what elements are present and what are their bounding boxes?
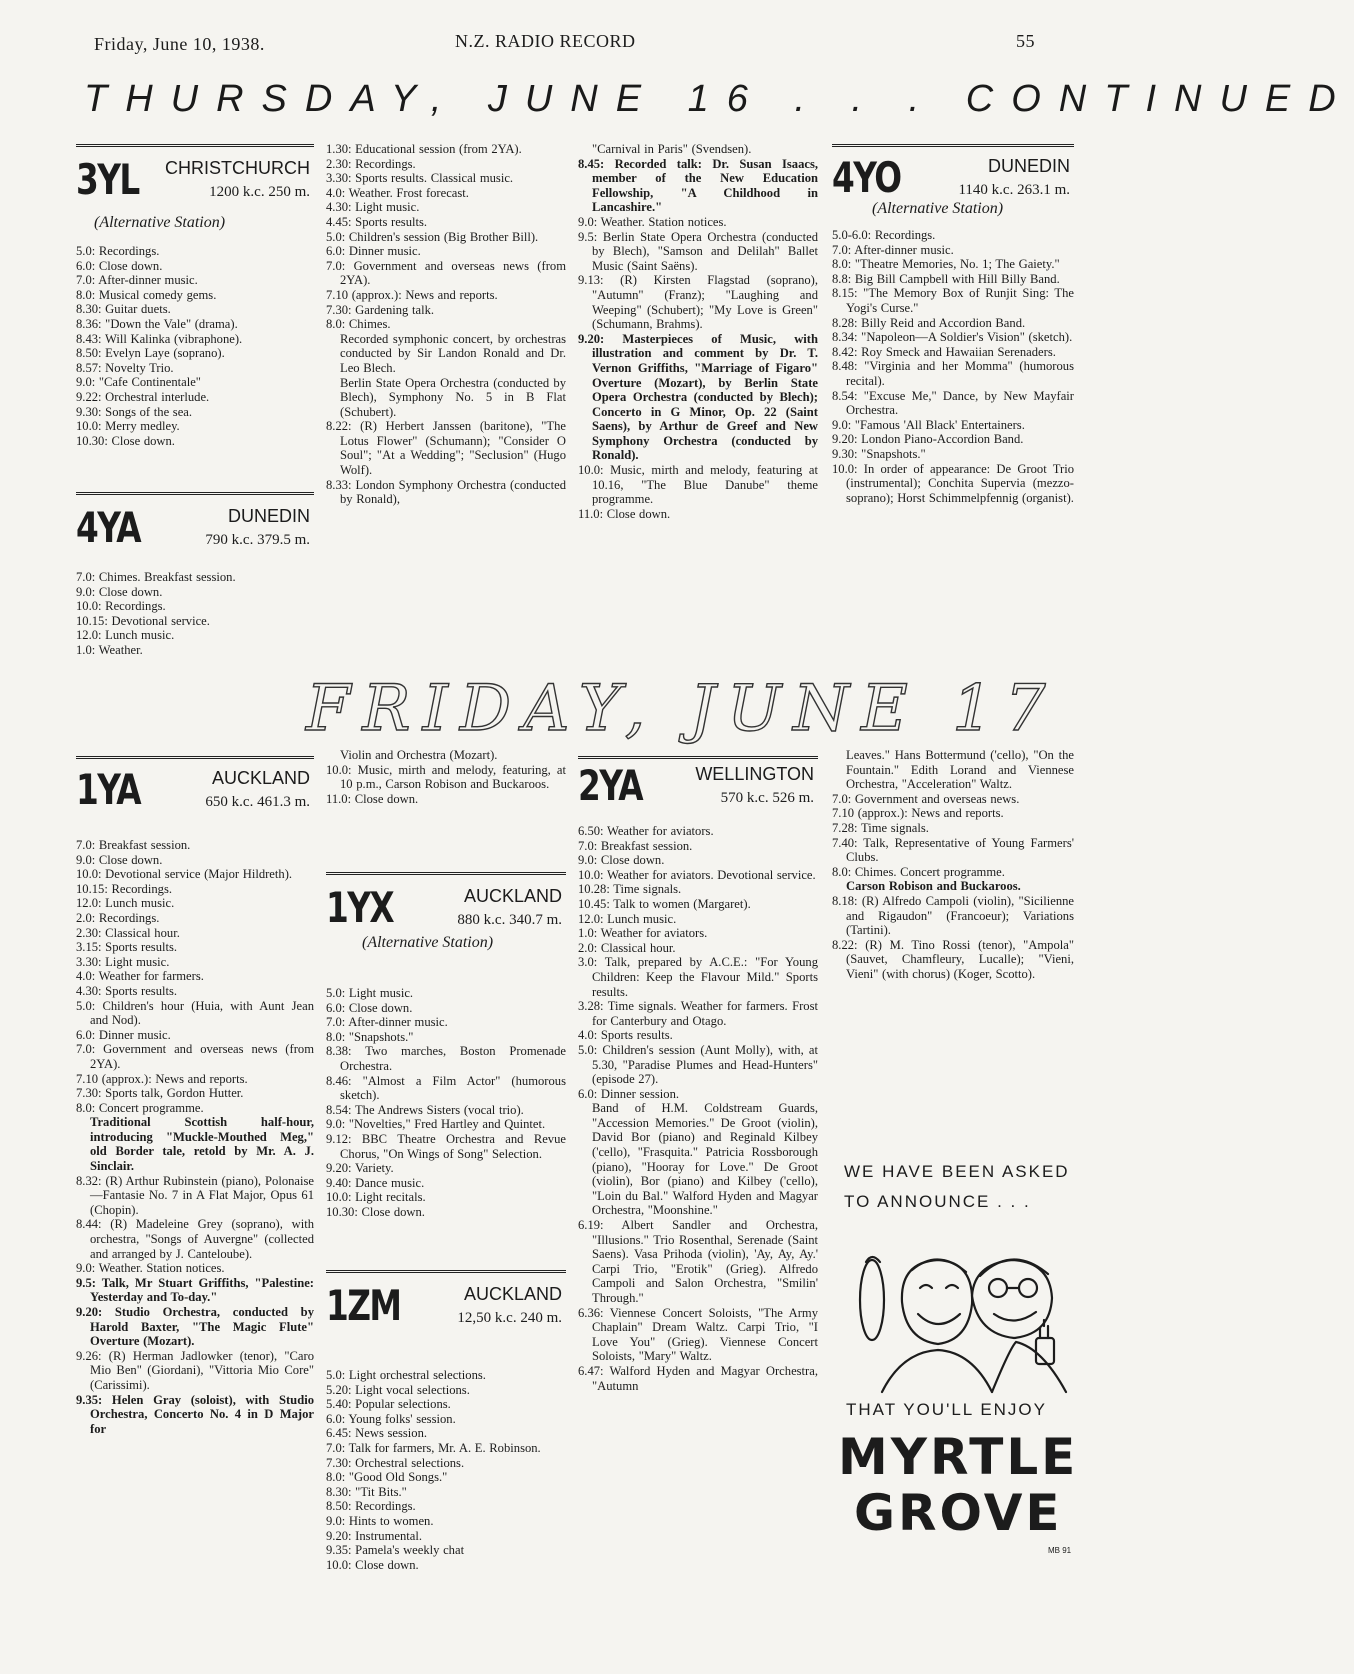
program-list bbox=[76, 838, 314, 1664]
program-entry: 5.20: Light vocal selections. bbox=[326, 1382, 470, 1397]
section-rule bbox=[326, 872, 566, 875]
station-city: CHRISTCHURCH bbox=[165, 158, 310, 178]
station-block-3yl bbox=[76, 155, 314, 231]
program-entry: 9.35: Pamela's weekly chat bbox=[326, 1543, 465, 1558]
program-entry: 5.0: Recordings. bbox=[76, 244, 160, 258]
program-entry: 9.0: Close down. bbox=[76, 852, 163, 867]
program-entry: 7.28: Time signals. bbox=[832, 820, 929, 835]
program-entry: 8.28: Billy Reid and Accordion Band. bbox=[832, 315, 1026, 330]
program-entry: 5.0: Children's hour (Huia, with Aunt Jean and Nod). bbox=[76, 998, 314, 1028]
program-entry: 2.0: Recordings. bbox=[76, 910, 160, 925]
program-entry: 1.30: Educational session (from 2YA). bbox=[326, 142, 522, 156]
program-entry: 10.0: Light recitals. bbox=[326, 1190, 426, 1205]
station-call-sign: 4YO bbox=[832, 153, 901, 202]
program-entry: 8.0: "Good Old Songs." bbox=[326, 1470, 448, 1485]
program-entry: Carson Robison and Buckaroos. bbox=[846, 879, 1021, 894]
station-block-1ya bbox=[76, 766, 314, 828]
program-entry: 8.0: Concert programme. bbox=[76, 1100, 204, 1115]
program-entry: 4.0: Weather for farmers. bbox=[76, 969, 204, 984]
program-entry: 9.35: Helen Gray (soloist), with Studio Orchestra, Concerto No. 4 in D Major for bbox=[76, 1392, 314, 1436]
station-block-4ya bbox=[76, 504, 314, 566]
smiling-men-illustration bbox=[842, 1222, 1072, 1392]
program-entry: 6.0: Close down. bbox=[326, 1000, 413, 1015]
program-entry: 7.0: Government and overseas news (from 2YA). bbox=[76, 1042, 314, 1071]
program-entry: 8.48: "Virginia and her Momma" (humorous recital). bbox=[832, 359, 1074, 388]
station-call-sign: 3YL bbox=[76, 155, 139, 204]
program-entry: 9.0: Hints to women. bbox=[326, 1513, 434, 1528]
program-entry: 9.0: "Cafe Continentale" bbox=[76, 375, 201, 390]
program-entry: 6.0: Close down. bbox=[76, 258, 163, 273]
program-entry: 10.0: Weather for aviators. Devotional service. bbox=[578, 867, 816, 882]
program-entry: 2.30: Recordings. bbox=[326, 156, 416, 171]
program-entry: 10.30: Close down. bbox=[326, 1204, 425, 1219]
program-entry: 7.0: After-dinner music. bbox=[832, 242, 954, 257]
program-entry: 9.5: Berlin State Opera Orchestra (conducted by Blech), "Samson and Delilah" Ballet Music (Saint Saëns). bbox=[578, 229, 818, 273]
program-entry: 3.15: Sports results. bbox=[76, 940, 178, 955]
ad-headline-2: TO ANNOUNCE . . . bbox=[844, 1192, 1031, 1211]
program-entry: 11.0: Close down. bbox=[578, 506, 671, 521]
program-entry: 10.30: Close down. bbox=[76, 433, 175, 448]
program-entry: 9.13: (R) Kirsten Flagstad (soprano), "Autumn" (Franz); "Laughing and Weeping" (Schubert); "My Love is Green" (Schumann, Brahms). bbox=[578, 273, 818, 332]
program-entry: 8.0: Musical comedy gems. bbox=[76, 287, 217, 302]
section-rule bbox=[76, 144, 314, 147]
program-entry: 8.18: (R) Alfredo Campoli (violin), "Sicilienne and Rigaudon" (Francoeur); Variations (Tartini). bbox=[832, 893, 1074, 938]
program-list bbox=[578, 142, 818, 674]
thursday-heading: THURSDAY, JUNE 16 . . . CONTINUED bbox=[84, 78, 1354, 120]
program-entry: 10.0: Music, mirth and melody, featuring, at 10 p.m., Carson Robison and Buckaroos. bbox=[326, 762, 566, 792]
program-list bbox=[76, 244, 314, 484]
station-city: AUCKLAND bbox=[211, 768, 310, 788]
program-entry: 6.50: Weather for aviators. bbox=[578, 824, 714, 838]
program-entry: 3.28: Time signals. Weather for farmers. Frost for Canterbury and Otago. bbox=[578, 999, 818, 1028]
program-entry: 10.0: Devotional service (Major Hildreth). bbox=[76, 867, 293, 882]
program-entry: 8.34: "Napoleon—A Soldier's Vision" (sketch). bbox=[832, 330, 1073, 345]
ad-headline-3: THAT YOU'LL ENJOY bbox=[846, 1400, 1047, 1419]
program-entry: 8.33: London Symphony Orchestra (conducted by Ronald), bbox=[326, 477, 566, 507]
program-entry: Recorded symphonic concert, by orchestras conducted by Sir Landon Ronald and Dr. Leo Blech. bbox=[340, 331, 566, 375]
program-entry: 9.20: London Piano-Accordion Band. bbox=[832, 432, 1024, 447]
station-block-1yx bbox=[326, 883, 566, 951]
program-entry: 8.54: The Andrews Sisters (vocal trio). bbox=[326, 1102, 524, 1117]
program-entry: 8.15: "The Memory Box of Runjit Sing: The Yogi's Curse." bbox=[832, 286, 1074, 315]
program-entry: 7.0: Breakfast session. bbox=[578, 838, 693, 853]
station-frequency: 1140 k.c. 263.1 m. bbox=[958, 182, 1070, 198]
program-entry: 9.40: Dance music. bbox=[326, 1175, 425, 1190]
station-frequency: 1200 k.c. 250 m. bbox=[209, 184, 310, 200]
program-entry: 7.0: Talk for farmers, Mr. A. E. Robinson. bbox=[326, 1440, 541, 1455]
program-entry: 1.0: Weather. bbox=[76, 642, 143, 657]
program-entry: 9.20: Instrumental. bbox=[326, 1528, 422, 1543]
program-entry: 10.0: Close down. bbox=[326, 1557, 419, 1572]
program-entry: 5.0-6.0: Recordings. bbox=[832, 228, 936, 242]
program-entry: 7.40: Talk, Representative of Young Farmers' Clubs. bbox=[832, 835, 1074, 865]
program-entry: 9.12: BBC Theatre Orchestra and Revue Chorus, "On Wings of Song" Selection. bbox=[326, 1131, 566, 1161]
program-entry: 8.50: Recordings. bbox=[326, 1499, 416, 1514]
station-call-sign: 1ZM bbox=[326, 1281, 401, 1330]
program-entry: Traditional Scottish half-hour, introducing "Muckle-Mouthed Meg," old Border tale, retold by Mr. A. J. Sinclair. bbox=[90, 1115, 314, 1174]
program-entry: 7.0: After-dinner music. bbox=[76, 273, 198, 288]
program-entry: 8.36: "Down the Vale" (drama). bbox=[76, 316, 238, 331]
section-rule bbox=[326, 1270, 566, 1273]
station-call-sign: 1YX bbox=[326, 883, 394, 932]
program-entry: 8.44: (R) Madeleine Grey (soprano), with orchestra, "Songs of Auvergne" (collected and arranged by J. Canteloube). bbox=[76, 1217, 314, 1261]
program-entry: 4.30: Light music. bbox=[326, 200, 420, 215]
station-city: AUCKLAND bbox=[463, 1284, 562, 1304]
program-entry: 5.0: Children's session (Big Brother Bill). bbox=[326, 229, 539, 244]
program-entry: 8.8: Big Bill Campbell with Hill Billy Band. bbox=[832, 271, 1060, 286]
program-entry: 10.0: Merry medley. bbox=[76, 419, 180, 434]
program-entry: 6.47: Walford Hyden and Magyar Orchestra, "Autumn bbox=[578, 1363, 818, 1393]
station-call-sign: 1YA bbox=[76, 765, 141, 814]
station-frequency: 790 k.c. 379.5 m. bbox=[205, 532, 310, 548]
program-entry: 7.30: Orchestral selections. bbox=[326, 1455, 465, 1470]
program-list bbox=[578, 824, 818, 1666]
program-entry: 7.30: Sports talk, Gordon Hutter. bbox=[76, 1086, 244, 1101]
program-entry: 5.0: Light music. bbox=[326, 986, 414, 1000]
program-list bbox=[326, 142, 566, 674]
station-block-2ya bbox=[578, 762, 818, 824]
section-rule bbox=[76, 492, 314, 495]
station-subtitle: (Alternative Station) bbox=[872, 200, 1004, 217]
program-entry: 4.30: Sports results. bbox=[76, 983, 178, 998]
program-entry: 8.54: "Excuse Me," Dance, by New Mayfair Orchestra. bbox=[832, 388, 1074, 418]
program-entry: 3.0: Talk, prepared by A.C.E.: "For Young Children: Keep the Flavour Mild." Sports results. bbox=[578, 955, 818, 999]
program-entry: 7.0: Government and overseas news. bbox=[832, 791, 1020, 806]
program-entry: 1.0: Weather for aviators. bbox=[578, 926, 708, 941]
program-entry: 8.38: Two marches, Boston Promenade Orchestra. bbox=[326, 1044, 566, 1073]
program-entry: 7.0: After-dinner music. bbox=[326, 1015, 448, 1030]
program-entry: 10.45: Talk to women (Margaret). bbox=[578, 896, 751, 911]
program-entry: Violin and Orchestra (Mozart). bbox=[340, 748, 498, 762]
program-entry: Berlin State Opera Orchestra (conducted by Blech), Symphony No. 5 in B Flat (Schubert). bbox=[340, 375, 566, 419]
program-entry: 10.0: Recordings. bbox=[76, 599, 166, 614]
program-entry: 6.0: Dinner music. bbox=[326, 244, 421, 259]
program-entry: 8.22: (R) Herbert Janssen (baritone), "The Lotus Flower" (Schumann); "Consider O Soul"; "At a Wedding"; "Seclusion" (Hugo Wolf). bbox=[326, 419, 566, 478]
myrtle-grove-advertisement bbox=[832, 1160, 1079, 1660]
program-entry: 4.0: Sports results. bbox=[578, 1028, 673, 1043]
program-entry: 9.22: Orchestral interlude. bbox=[76, 389, 210, 404]
program-entry: 2.30: Classical hour. bbox=[76, 925, 180, 940]
program-entry: 7.10 (approx.): News and reports. bbox=[76, 1071, 248, 1086]
program-entry: 10.28: Time signals. bbox=[578, 882, 682, 897]
program-entry: 11.0: Close down. bbox=[326, 791, 419, 806]
program-entry: 6.45: News session. bbox=[326, 1426, 428, 1441]
program-entry: 8.50: Evelyn Laye (soprano). bbox=[76, 346, 225, 361]
program-list bbox=[832, 228, 1074, 668]
program-entry: 8.42: Roy Smeck and Hawaiian Serenaders. bbox=[832, 344, 1056, 359]
station-block-4yo bbox=[832, 154, 1074, 216]
station-frequency: 650 k.c. 461.3 m. bbox=[205, 794, 310, 810]
ad-headline-1: WE HAVE BEEN ASKED bbox=[844, 1162, 1070, 1181]
program-entry: 8.45: Recorded talk: Dr. Susan Isaacs, member of the New Education Fellowship, "A Childhood in Lancashire." bbox=[578, 156, 818, 215]
section-rule bbox=[578, 756, 818, 759]
program-entry: 8.0: Chimes. Concert programme. bbox=[832, 864, 1005, 879]
section-rule bbox=[76, 756, 314, 759]
station-block-1zm bbox=[326, 1282, 566, 1344]
program-entry: 3.30: Light music. bbox=[76, 954, 170, 969]
program-entry: 5.0: Children's session (Aunt Molly), with, at 5.30, "Paradise Plumes and Head-Hunters" (episode 27). bbox=[578, 1042, 818, 1087]
program-entry: 4.45: Sports results. bbox=[326, 214, 428, 229]
program-entry: 8.0: Chimes. bbox=[326, 317, 391, 332]
program-entry: 8.57: Novelty Trio. bbox=[76, 360, 174, 375]
program-entry: 4.0: Weather. Frost forecast. bbox=[326, 185, 469, 200]
program-list bbox=[76, 570, 314, 670]
program-entry: 2.0: Classical hour. bbox=[578, 940, 676, 955]
station-subtitle: (Alternative Station) bbox=[362, 934, 494, 951]
program-entry: 6.0: Young folks' session. bbox=[326, 1411, 456, 1426]
page-number: 55 bbox=[1016, 31, 1035, 51]
section-rule bbox=[832, 144, 1074, 147]
program-entry: 8.43: Will Kalinka (vibraphone). bbox=[76, 331, 243, 346]
program-list bbox=[326, 1368, 566, 1664]
program-entry: 3.30: Sports results. Classical music. bbox=[326, 171, 514, 186]
program-entry: 9.30: Songs of the sea. bbox=[76, 404, 193, 419]
program-entry: 8.0: "Theatre Memories, No. 1; The Gaiety." bbox=[832, 257, 1060, 272]
program-entry: 12.0: Lunch music. bbox=[76, 896, 175, 911]
program-entry: 9.0: Close down. bbox=[76, 584, 163, 599]
program-entry: 9.20: Masterpieces of Music, with illustration and comment by Dr. T. Vernon Griffiths, "Marriage of Figaro" Overture (Mozart), by Berlin State Opera Orchestra (conducted by Blech); Concerto in G Minor, Op. 22 (Saint Saens), by Arthur de Greef and New Symphony Orchestra (conducted by Ronald). bbox=[578, 331, 818, 463]
station-call-sign: 2YA bbox=[578, 761, 643, 810]
issue-date: Friday, June 10, 1938. bbox=[94, 34, 265, 54]
station-city: WELLINGTON bbox=[695, 764, 814, 784]
ad-brand-grove: GROVE bbox=[854, 1484, 1063, 1542]
program-entry: 6.36: Viennese Concert Soloists, "The Army Chaplain" Dream Waltz. Carpi Trio, "I Love You" (Grieg). Viennese Concert Soloists, "Mary" Waltz. bbox=[578, 1305, 818, 1364]
program-list bbox=[326, 986, 566, 1254]
program-entry: 7.10 (approx.): News and reports. bbox=[832, 806, 1004, 821]
program-entry: 9.0: "Novelties," Fred Hartley and Quintet. bbox=[326, 1117, 546, 1132]
masthead: N.Z. RADIO RECORD bbox=[455, 31, 636, 51]
program-entry: 8.0: "Snapshots." bbox=[326, 1029, 414, 1044]
program-entry: 9.26: (R) Herman Jadlowker (tenor), "Caro Mio Ben" (Giordani), "Vittoria Mio Core" (Carissimi). bbox=[76, 1348, 314, 1392]
program-entry: 9.0: "Famous 'All Black' Entertainers. bbox=[832, 417, 1025, 432]
program-entry: 12.0: Lunch music. bbox=[578, 911, 677, 926]
program-entry: 10.15: Recordings. bbox=[76, 881, 172, 896]
program-entry: 6.0: Dinner music. bbox=[76, 1027, 171, 1042]
program-entry: 8.30: Guitar duets. bbox=[76, 302, 171, 317]
station-city: DUNEDIN bbox=[227, 506, 310, 526]
program-entry: 5.40: Popular selections. bbox=[326, 1397, 451, 1412]
station-frequency: 570 k.c. 526 m. bbox=[720, 790, 814, 806]
station-frequency: 12,50 k.c. 240 m. bbox=[457, 1310, 562, 1326]
program-entry: 7.0: Government and overseas news (from 2YA). bbox=[326, 258, 566, 288]
station-call-sign: 4YA bbox=[76, 503, 141, 552]
friday-heading: FRIDAY, JUNE 17 bbox=[306, 672, 1058, 746]
program-entry: 5.0: Light orchestral selections. bbox=[326, 1368, 486, 1382]
program-entry: 8.46: "Almost a Film Actor" (humorous sketch). bbox=[326, 1073, 566, 1103]
ad-brand-myrtle: MYRTLE bbox=[838, 1428, 1079, 1486]
program-entry: 9.0: Weather. Station notices. bbox=[76, 1261, 225, 1276]
program-entry: 9.20: Variety. bbox=[326, 1161, 394, 1176]
station-city: DUNEDIN bbox=[987, 156, 1070, 176]
program-entry: 9.0: Close down. bbox=[578, 853, 665, 868]
program-entry: 8.30: "Tit Bits." bbox=[326, 1484, 407, 1499]
program-entry: 10.15: Devotional service. bbox=[76, 613, 210, 628]
program-entry: 8.22: (R) M. Tino Rossi (tenor), "Ampola" (Sauvet, Chamfleury, Lucalle); "Vieni, Vieni" (with chorus) (Koger, Scotto). bbox=[832, 937, 1074, 981]
program-entry: 9.30: "Snapshots." bbox=[832, 446, 926, 461]
ad-credit: MB 91 bbox=[1048, 1546, 1072, 1555]
program-entry: 7.30: Gardening talk. bbox=[326, 302, 435, 317]
station-city: AUCKLAND bbox=[463, 886, 562, 906]
program-entry: Leaves." Hans Bottermund ('cello), "On the Fountain." Edith Lorand and Viennese Orchestra, "Acceleration" Waltz. bbox=[846, 748, 1074, 792]
program-entry: 6.19: Albert Sandler and Orchestra, "Illusions." Trio Rosenthal, Serenade (Saint Saens). Vasa Prihoda (violin), 'Ay, Ay, Ay.' Carpi Trio, "Erotik" (Grieg). Alfredo Campoli and Salon Orchestra, "Smilin' Through." bbox=[578, 1218, 818, 1305]
program-entry: 10.0: Music, mirth and melody, featuring at 10.16, "The Blue Danube" theme programme. bbox=[578, 463, 818, 507]
program-entry: 8.32: (R) Arthur Rubinstein (piano), Polonaise—Fantasie No. 7 in A Flat Major, Opus 61 (Chopin). bbox=[76, 1173, 314, 1217]
station-frequency: 880 k.c. 340.7 m. bbox=[457, 912, 562, 928]
program-entry: 10.0: In order of appearance: De Groot Trio (instrumental); Conchita Supervia (mezzo-soprano); Horst Schimmelpfennig (organist). bbox=[832, 461, 1074, 505]
program-entry: 6.0: Dinner session. bbox=[578, 1086, 680, 1101]
program-entry: 7.0: Breakfast session. bbox=[76, 838, 191, 852]
program-entry: 12.0: Lunch music. bbox=[76, 628, 175, 643]
program-entry: 9.20: Studio Orchestra, conducted by Harold Baxter, "The Magic Flute" Overture (Mozart). bbox=[76, 1305, 314, 1349]
program-entry: 7.0: Chimes. Breakfast session. bbox=[76, 570, 236, 584]
program-entry: Band of H.M. Coldstream Guards, "Accession Memories." De Groot (violin), David Bor (piano) and Reginald Kilbey ('cello), "Frasquita." Patricia Rossborough (piano), "Hooray for Love." De Groot (violin), Bor (piano) and Kilbey ('cello), "Loin du Bal." Walford Hyden and Magyar Orchestra, "Moonshine." bbox=[592, 1101, 818, 1218]
program-entry: 9.5: Talk, Mr Stuart Griffiths, "Palestine: Yesterday and To-day." bbox=[76, 1275, 314, 1305]
program-entry: "Carnival in Paris" (Svendsen). bbox=[592, 142, 752, 156]
program-entry: 9.0: Weather. Station notices. bbox=[578, 214, 727, 229]
station-subtitle: (Alternative Station) bbox=[94, 214, 226, 231]
program-list bbox=[326, 748, 566, 852]
program-list bbox=[832, 748, 1074, 1148]
program-entry: 7.10 (approx.): News and reports. bbox=[326, 287, 498, 302]
